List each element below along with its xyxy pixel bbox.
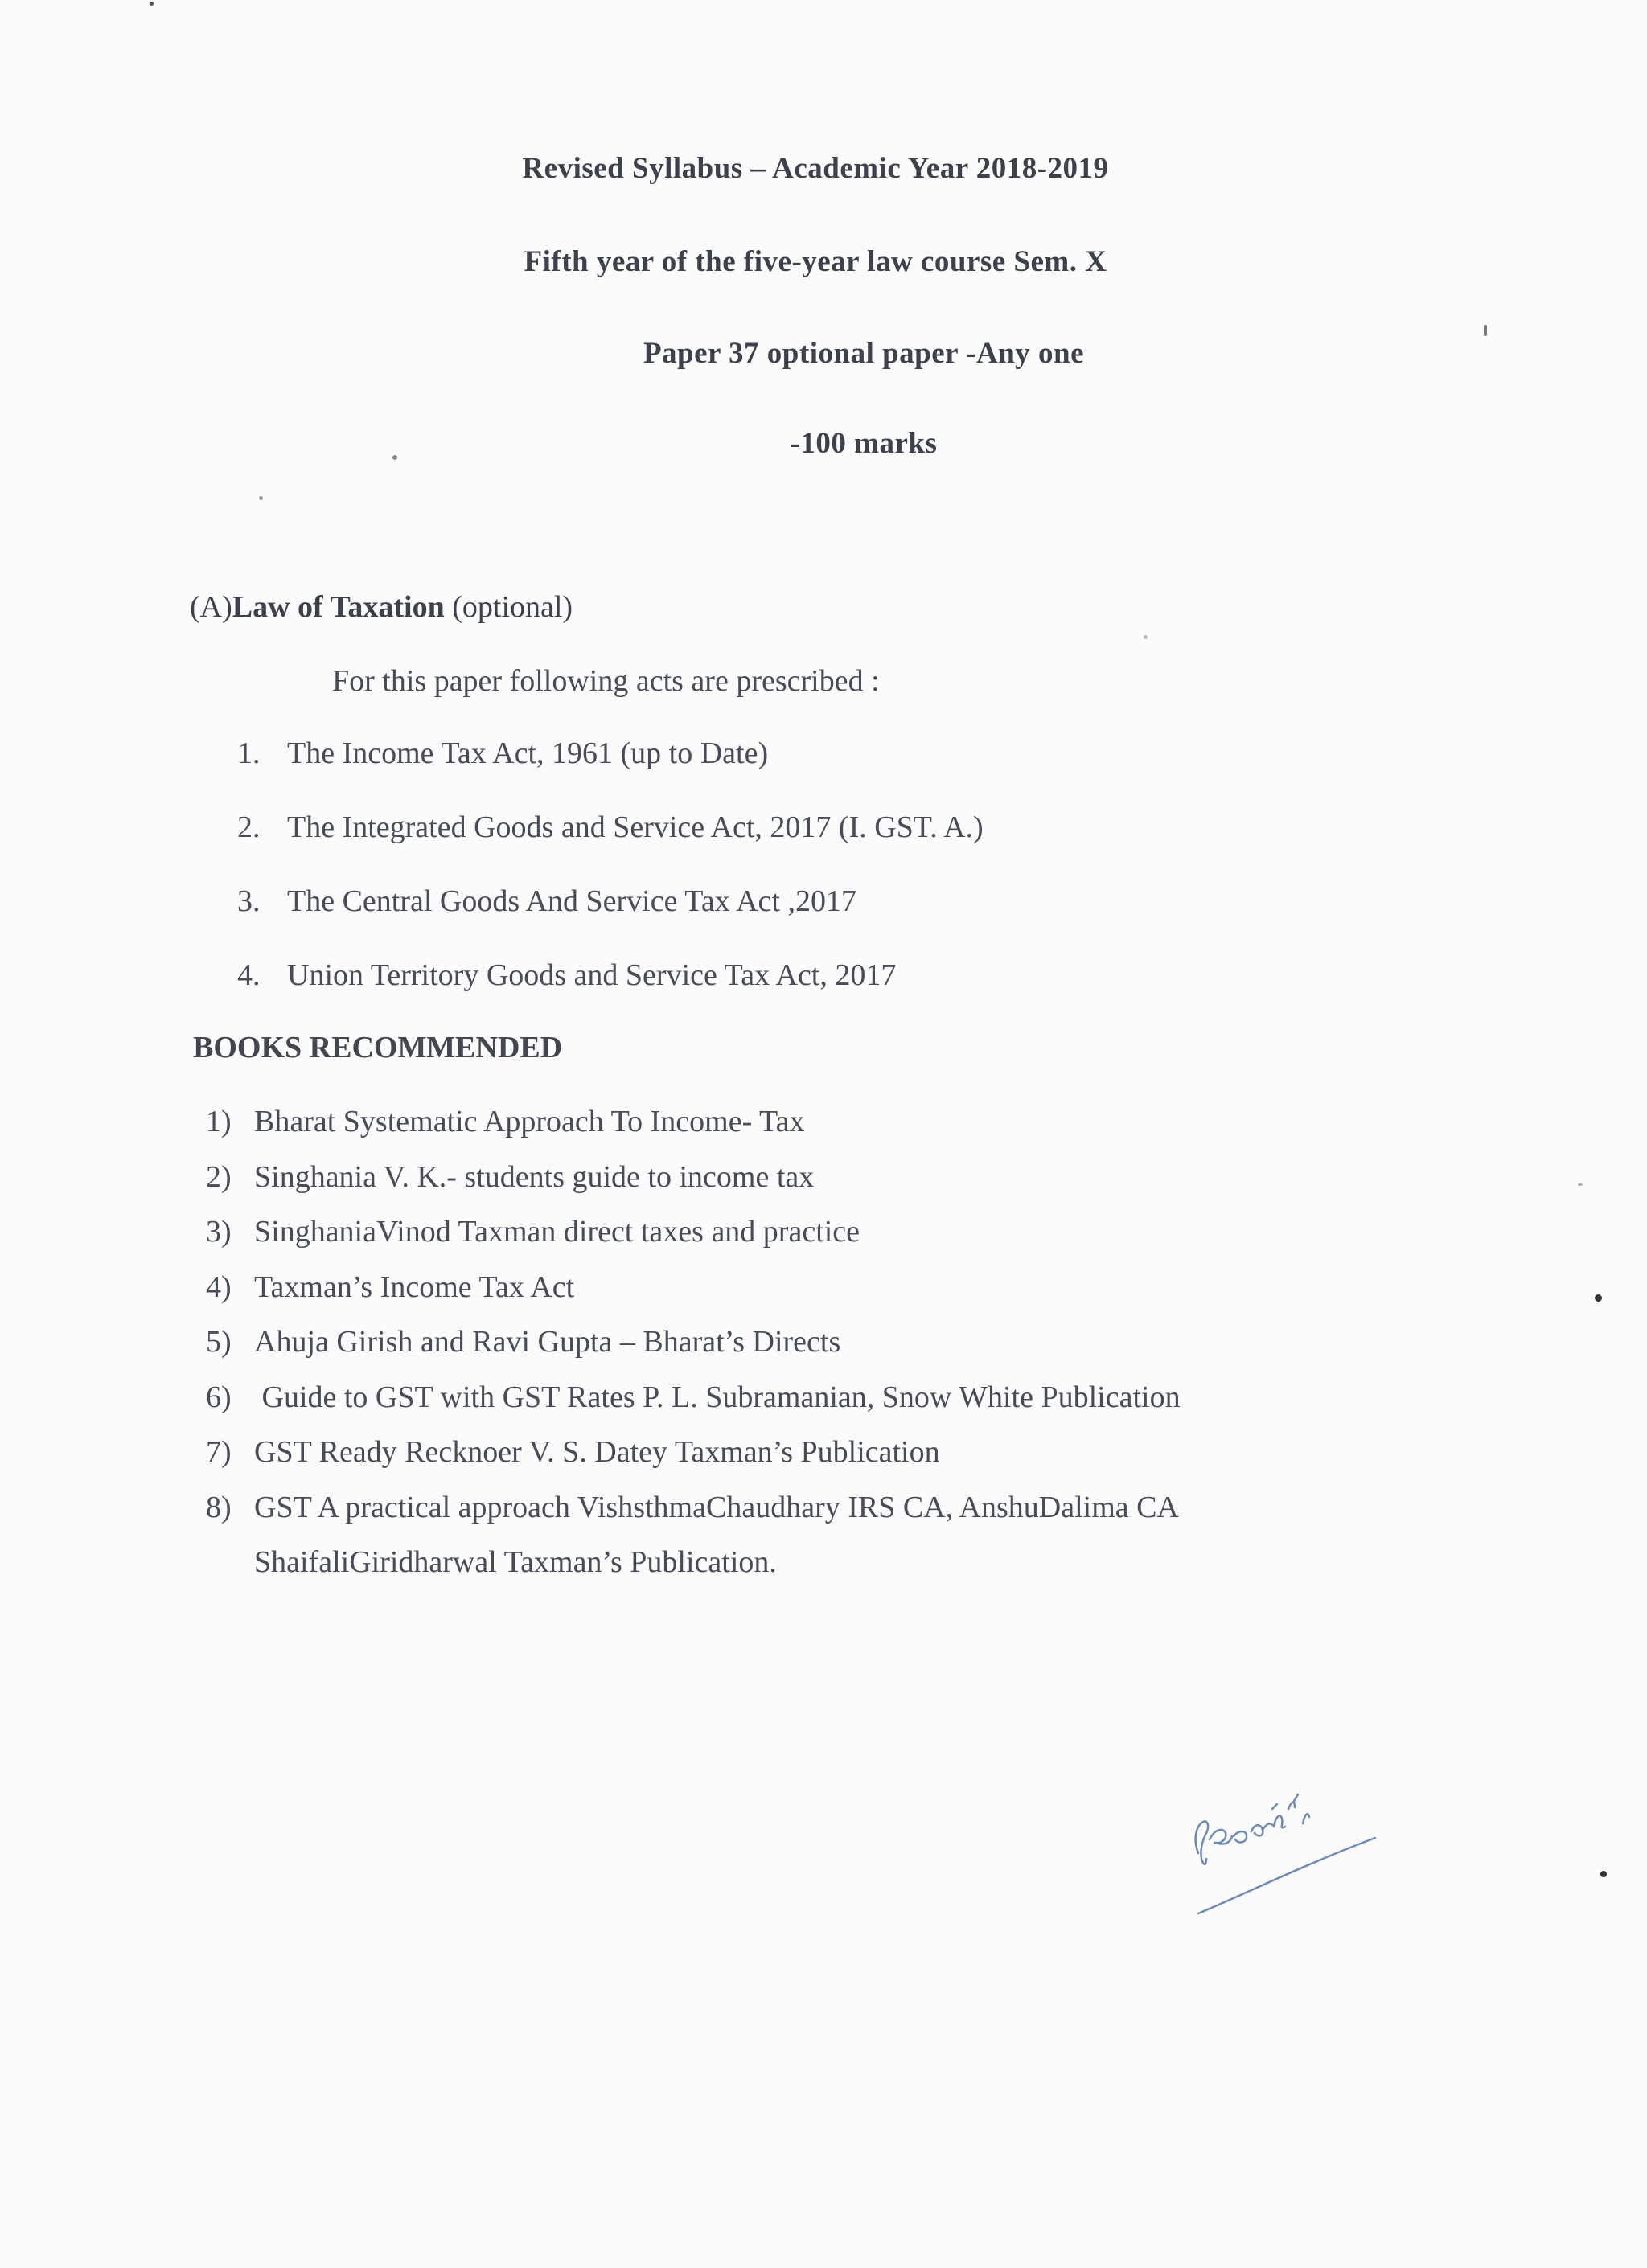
item-text: Guide to GST with GST Rates P. L. Subramanian, Snow White Publication [254, 1380, 1181, 1414]
item-number: 2. [237, 810, 261, 844]
list-item [206, 1104, 1181, 1159]
marks-line: -100 marks [790, 427, 938, 460]
scan-speck [1578, 1183, 1583, 1186]
scan-speck [259, 496, 263, 500]
scan-speck [1595, 1294, 1602, 1302]
books-list [206, 1104, 1181, 1599]
handwritten-signature [1182, 1753, 1391, 1930]
syllabus-title: Revised Syllabus – Academic Year 2018-2019 [522, 152, 1109, 185]
list-item [237, 736, 984, 810]
list-item-continuation: ShaifaliGiridharwal Taxman’s Publication. [254, 1545, 777, 1579]
item-number: 2) [206, 1159, 232, 1194]
item-text: SinghaniaVinod Taxman direct taxes and practice [254, 1215, 860, 1249]
scan-speck [1600, 1871, 1607, 1877]
books-heading: BOOKS RECOMMENDED [193, 1031, 563, 1064]
list-item [237, 810, 984, 884]
item-text: Bharat Systematic Approach To Income- Tax [254, 1105, 805, 1138]
section-intro: For this paper following acts are prescribed : [332, 664, 880, 698]
scan-speck [1484, 325, 1487, 336]
item-number: 1) [206, 1105, 232, 1138]
section-title: Law of Taxation [232, 590, 445, 624]
list-item [206, 1269, 1181, 1325]
item-number: 4) [206, 1269, 232, 1304]
section-heading [190, 589, 573, 625]
item-number: 8) [206, 1490, 232, 1524]
list-item [206, 1324, 1181, 1380]
item-number: 5) [206, 1325, 232, 1359]
course-subtitle: Fifth year of the five-year law course Sem. X [524, 245, 1107, 278]
item-number: 7) [206, 1435, 232, 1469]
item-text: Taxman’s Income Tax Act [254, 1269, 575, 1304]
item-number: 4. [237, 958, 261, 992]
item-number: 6) [206, 1380, 232, 1414]
list-item [206, 1380, 1181, 1435]
scan-speck [1144, 635, 1148, 639]
paper-line: Paper 37 optional paper -Any one [643, 337, 1085, 370]
list-item [237, 884, 984, 958]
scan-speck [150, 2, 154, 6]
list-item [206, 1434, 1181, 1490]
list-item [206, 1490, 1181, 1545]
item-number: 3. [237, 884, 261, 918]
item-text: The Central Goods And Service Tax Act ,2017 [287, 884, 856, 918]
list-item [237, 958, 984, 1031]
item-text: The Income Tax Act, 1961 (up to Date) [287, 736, 769, 770]
section-suffix: (optional) [444, 590, 573, 624]
section-prefix: (A) [190, 590, 232, 624]
list-item [206, 1159, 1181, 1215]
item-text: Singhania V. K.- students guide to income tax [254, 1159, 815, 1194]
item-number: 3) [206, 1215, 232, 1249]
list-item [206, 1214, 1181, 1269]
item-text: Union Territory Goods and Service Tax Act, 2017 [287, 958, 897, 992]
item-text: GST Ready Recknoer V. S. Datey Taxman’s Publication [254, 1435, 940, 1469]
item-number: 1. [237, 736, 261, 770]
acts-list [237, 736, 984, 1031]
item-text: The Integrated Goods and Service Act, 2017 (I. GST. A.) [287, 810, 984, 844]
item-text: Ahuja Girish and Ravi Gupta – Bharat’s Directs [254, 1325, 841, 1359]
scan-speck [392, 455, 397, 460]
item-text: GST A practical approach VishsthmaChaudhary IRS CA, AnshuDalima CA [254, 1490, 1179, 1524]
